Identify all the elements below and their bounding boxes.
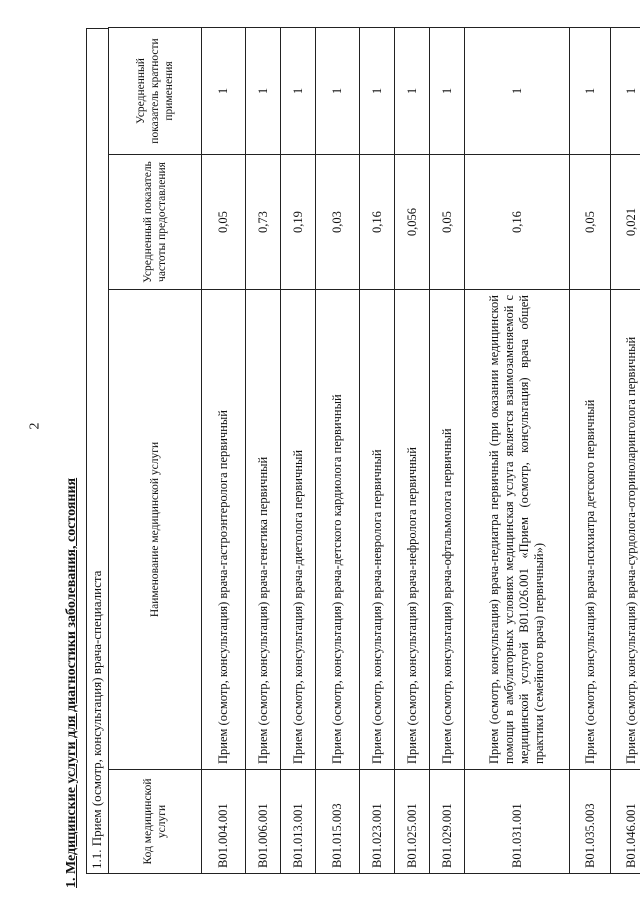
- table-row: [611, 28, 640, 874]
- table-row: [430, 28, 465, 874]
- table-row: [465, 28, 570, 874]
- multiplicity-value: 1: [316, 28, 360, 155]
- service-code: B01.006.001: [246, 770, 281, 874]
- service-name: Прием (осмотр, консультация) врача-психиатра детского первичный: [570, 290, 611, 770]
- table-row: [316, 28, 360, 874]
- service-name: Прием (осмотр, консультация) врача-офтальмолога первичный: [430, 290, 465, 770]
- table-row: [395, 28, 430, 874]
- table-row: [570, 28, 611, 874]
- service-name: Прием (осмотр, консультация) врача-детского кардиолога первичный: [316, 290, 360, 770]
- table-row: [360, 28, 395, 874]
- table-row: [202, 28, 246, 874]
- frequency-value: 0,021: [611, 155, 640, 290]
- service-name: Прием (осмотр, консультация) врача-педиатра первичный (при оказании медицинской помощи в амбулаторных условиях медицинская услуга является взаимозаменяемой с медицинской услугой B01.026.001 «Прием (осмотр, консультация) врача общей практики (семейного врача) первичный»): [465, 290, 570, 770]
- multiplicity-value: 1: [465, 28, 570, 155]
- frequency-value: 0,05: [202, 155, 246, 290]
- service-code: B01.023.001: [360, 770, 395, 874]
- service-name: Прием (осмотр, консультация) врача-диетолога первичный: [281, 290, 316, 770]
- frequency-value: 0,16: [360, 155, 395, 290]
- frequency-value: 0,05: [570, 155, 611, 290]
- service-code: B01.029.001: [430, 770, 465, 874]
- service-code: B01.004.001: [202, 770, 246, 874]
- service-code: B01.046.001: [611, 770, 640, 874]
- header-name: Наименование медицинской услуги: [109, 290, 202, 770]
- table-row: [246, 28, 281, 874]
- service-code: B01.035.003: [570, 770, 611, 874]
- multiplicity-value: 1: [570, 28, 611, 155]
- frequency-value: 0,05: [430, 155, 465, 290]
- services-table: [108, 27, 640, 874]
- service-code: B01.013.001: [281, 770, 316, 874]
- header-frequency: Усредненный показатель частоты предоставления: [109, 155, 202, 290]
- multiplicity-value: 1: [430, 28, 465, 155]
- service-name: Прием (осмотр, консультация) врача-нефролога первичный: [395, 290, 430, 770]
- multiplicity-value: 1: [246, 28, 281, 155]
- service-code: B01.025.001: [395, 770, 430, 874]
- service-name: Прием (осмотр, консультация) врача-сурдолога-оториноларинголога первичный: [611, 290, 640, 770]
- frequency-value: 0,16: [465, 155, 570, 290]
- frequency-value: 0,03: [316, 155, 360, 290]
- multiplicity-value: 1: [202, 28, 246, 155]
- rotated-content: [60, 28, 638, 888]
- frequency-value: 0,73: [246, 155, 281, 290]
- service-name: Прием (осмотр, консультация) врача-генетика первичный: [246, 290, 281, 770]
- service-code: B01.015.003: [316, 770, 360, 874]
- service-name: Прием (осмотр, консультация) врача-гастроэнтеролога первичный: [202, 290, 246, 770]
- section-title: 1. Медицинские услуги для диагностики заболевания, состояния: [64, 477, 79, 888]
- table-row: [281, 28, 316, 874]
- service-name: Прием (осмотр, консультация) врача-невролога первичный: [360, 290, 395, 770]
- frequency-value: 0,19: [281, 155, 316, 290]
- multiplicity-value: 1: [611, 28, 640, 155]
- subsection-title: 1.1. Прием (осмотр, консультация) врача-специалиста: [86, 28, 108, 874]
- frequency-value: 0,056: [395, 155, 430, 290]
- multiplicity-value: 1: [360, 28, 395, 155]
- multiplicity-value: 1: [395, 28, 430, 155]
- header-code: Код медицинской услуги: [109, 770, 202, 874]
- table-header-row: [109, 28, 202, 874]
- service-code: B01.031.001: [465, 770, 570, 874]
- page-number: 2: [27, 422, 43, 430]
- multiplicity-value: 1: [281, 28, 316, 155]
- header-multiplicity: Усредненный показатель кратности применения: [109, 28, 202, 155]
